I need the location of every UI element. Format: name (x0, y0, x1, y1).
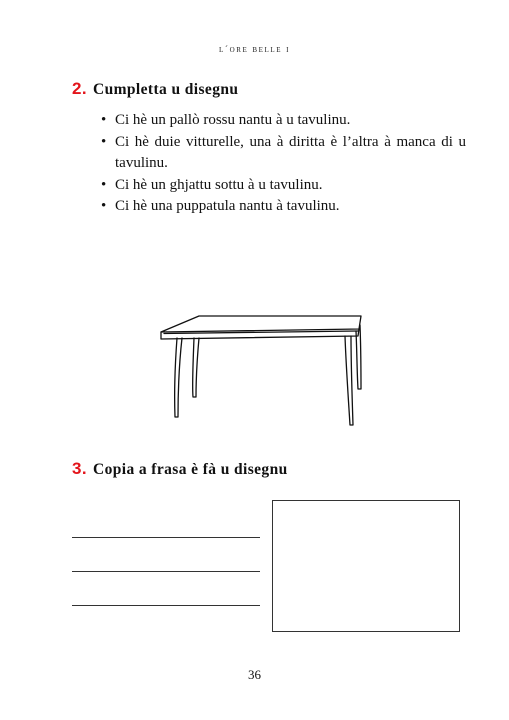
instruction-item (101, 110, 466, 132)
table-leg (175, 338, 182, 417)
exercise-2-number: 2. (72, 79, 87, 98)
instruction-text: Ci hè una puppatula nantu à tavulinu. (115, 198, 340, 214)
exercise-3-title: Copia a frasa è fà u disegnu (92, 461, 288, 478)
bullet-icon: • (101, 176, 107, 193)
table-leg (345, 336, 353, 425)
table-leg (193, 338, 199, 397)
exercise-2-heading (72, 79, 238, 99)
bullet-icon: • (101, 198, 107, 214)
table-drawing (155, 305, 370, 430)
instruction-text: Ci hè duie vitturelle, una à diritta è l’altra à manca di u tavulinu. (115, 133, 466, 171)
drawing-box[interactable] (272, 500, 460, 632)
instruction-item (101, 196, 466, 218)
table-top (161, 316, 361, 332)
bullet-icon: • (101, 133, 107, 150)
exercise-3-heading (72, 459, 288, 479)
exercise-3-number: 3. (72, 459, 87, 478)
writing-line[interactable] (72, 571, 260, 572)
instruction-item (101, 132, 466, 175)
instruction-text: Ci hè un pallò rossu nantu à u tavulinu. (115, 112, 351, 128)
instruction-text: Ci hè un ghjattu sottu à u tavulinu. (115, 176, 323, 193)
writing-line[interactable] (72, 537, 260, 538)
exercise-2-title: Cumpletta u disegnu (92, 81, 239, 98)
page-number: 36 (248, 667, 261, 682)
running-head: l´ore belle i (218, 45, 291, 55)
exercise-2-instructions (101, 110, 466, 218)
writing-line[interactable] (72, 605, 260, 606)
instruction-item (101, 175, 466, 197)
bullet-icon: • (101, 112, 107, 128)
